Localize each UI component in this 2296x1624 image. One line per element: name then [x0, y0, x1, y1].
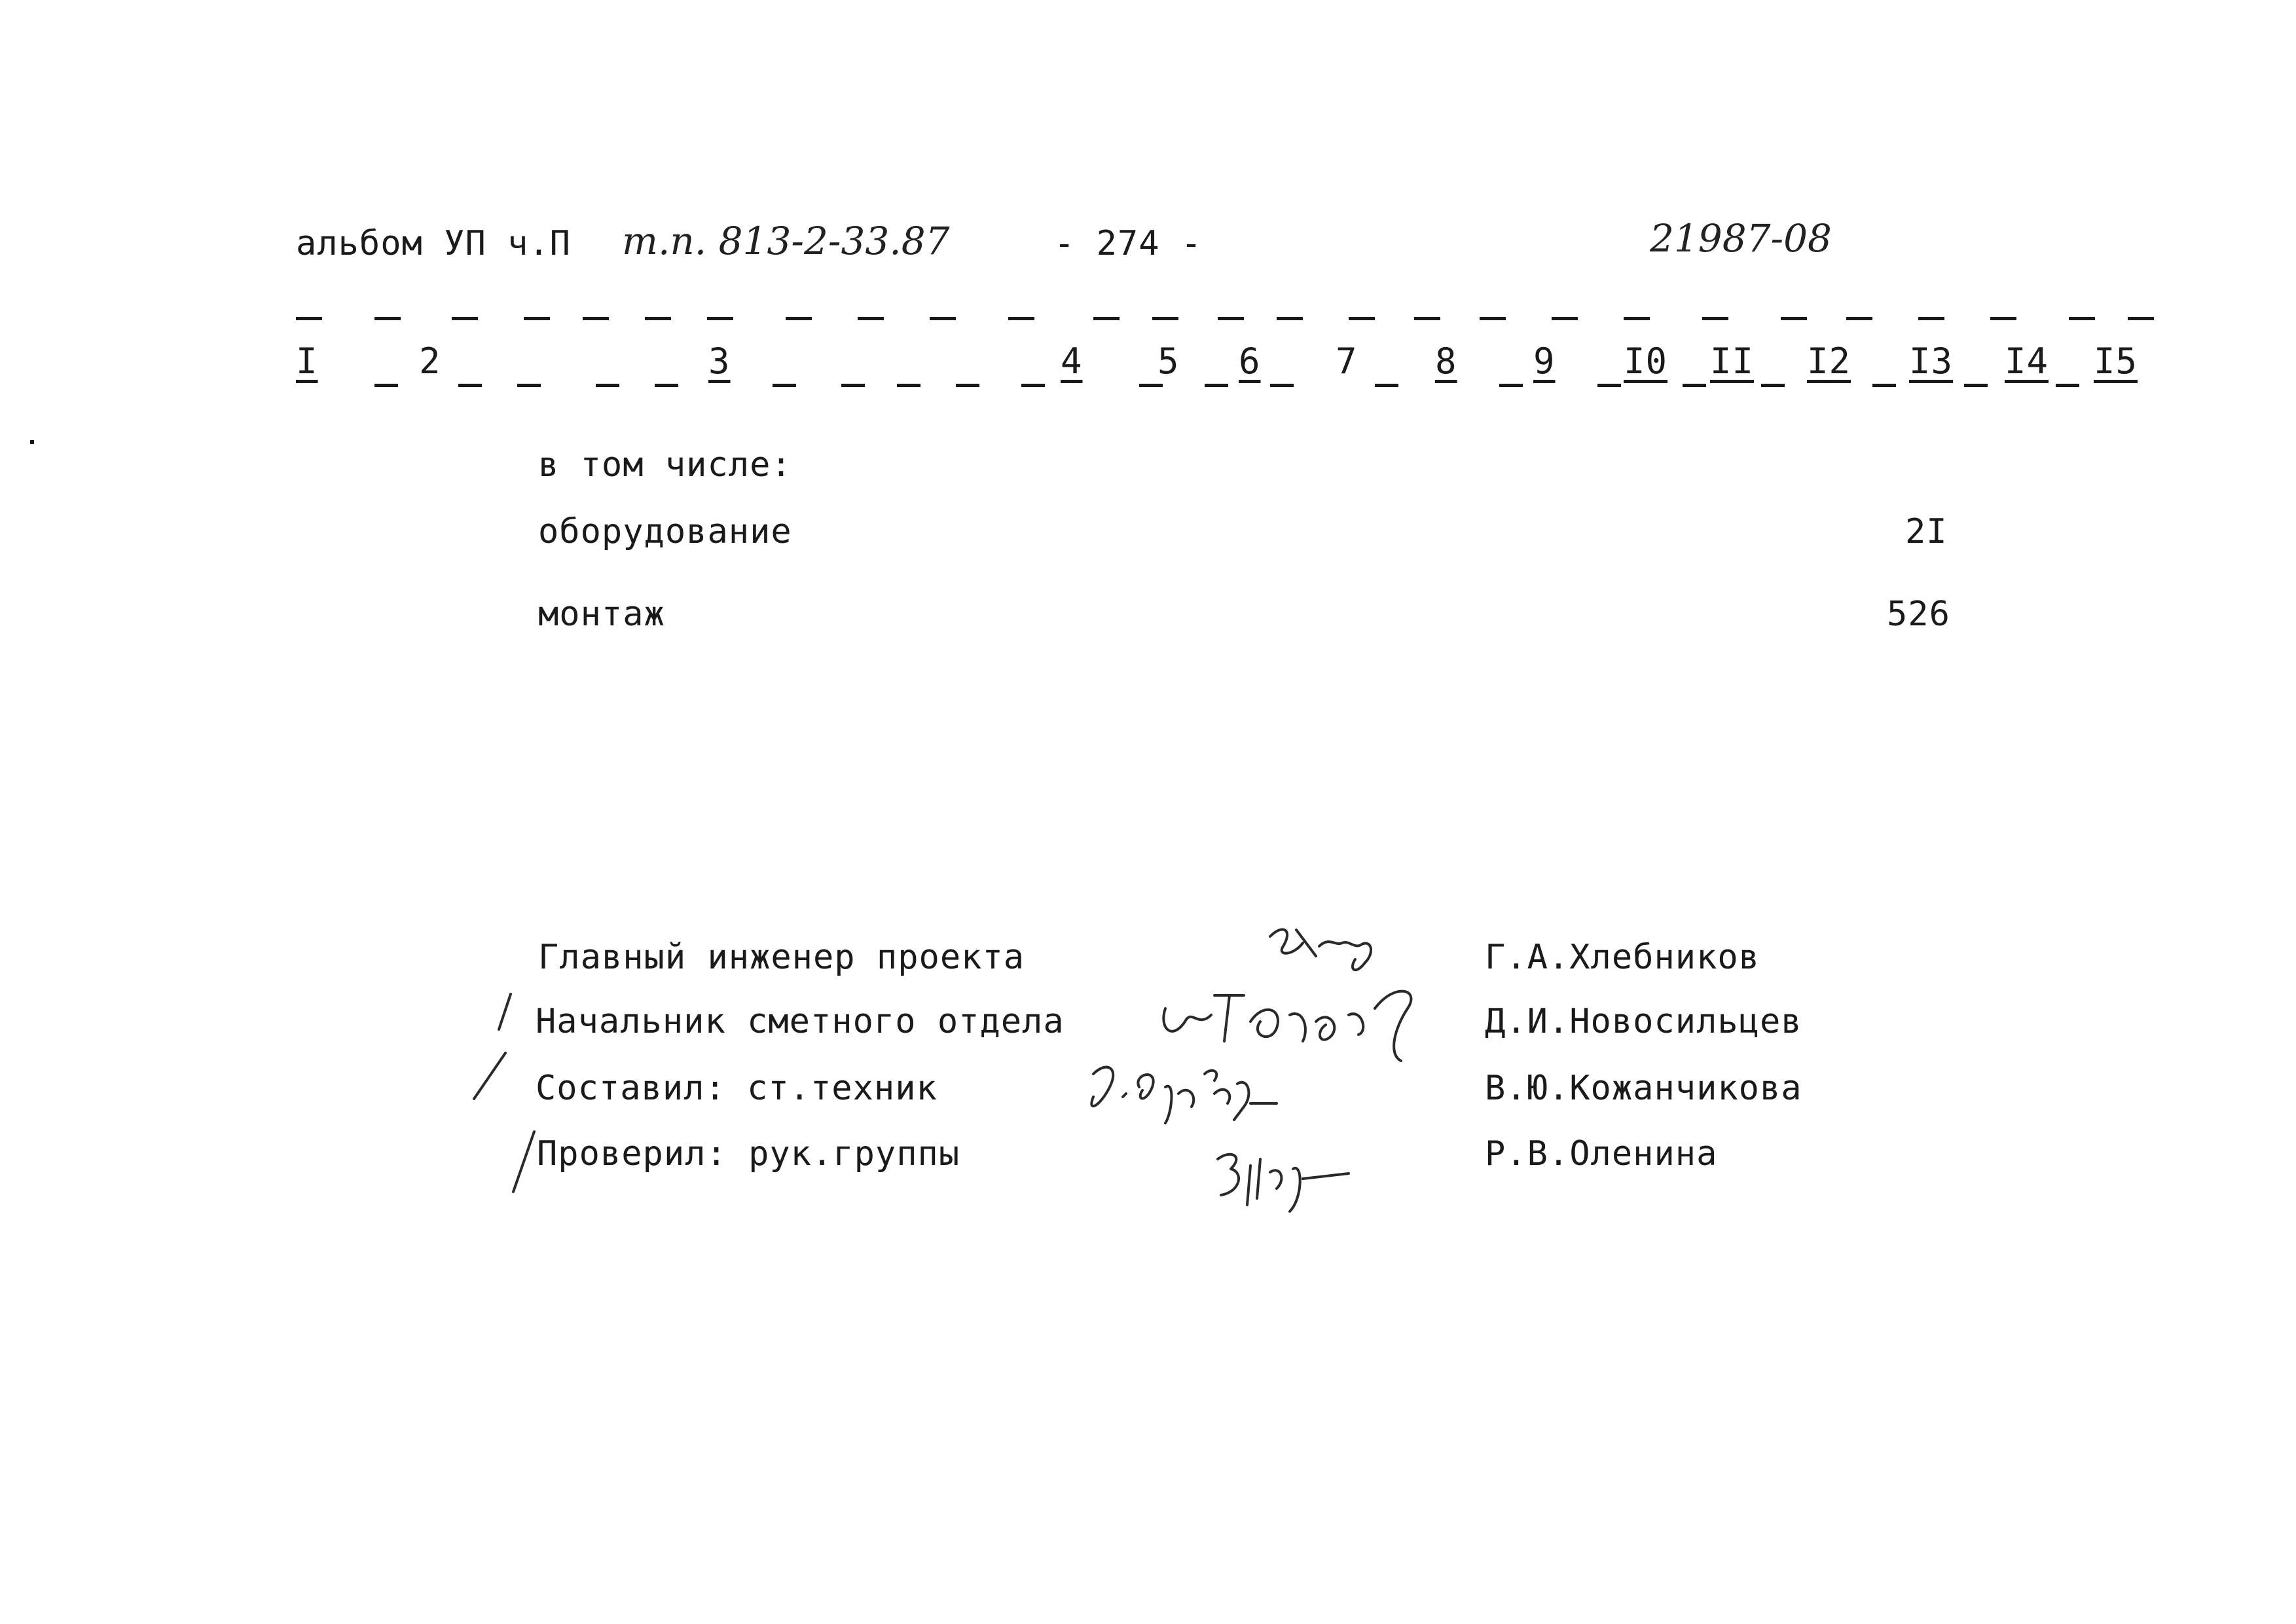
dash-segment — [1349, 317, 1375, 320]
dash-segment — [773, 384, 796, 387]
dash-segment — [452, 317, 478, 320]
project-code: т.п. 813-2-33.87 — [622, 219, 950, 263]
dash-segment — [1008, 317, 1034, 320]
dash-segment — [374, 384, 398, 387]
dash-segment — [1683, 384, 1706, 387]
dash-segment — [1139, 384, 1163, 387]
column-number: 7 — [1336, 341, 1358, 382]
dash-segment — [1761, 384, 1785, 387]
dash-segment — [596, 384, 619, 387]
item-label-equipment: оборудование — [538, 512, 792, 551]
dash-segment — [1918, 317, 1944, 320]
dash-segment — [1552, 317, 1578, 320]
dash-segment — [858, 317, 884, 320]
column-number: I2 — [1807, 341, 1851, 382]
signature-role: Главный инженер проекта — [538, 938, 1025, 977]
column-number: I3 — [1909, 341, 1954, 382]
dash-segment — [1781, 317, 1807, 320]
dash-segment — [1499, 384, 1523, 387]
dash-segment — [1375, 384, 1398, 387]
stray-mark — [30, 440, 34, 444]
check-mark-icon — [504, 1126, 543, 1198]
item-value-installation: 526 — [1887, 595, 1950, 634]
dash-segment — [524, 317, 550, 320]
signature-name: Р.В.Оленина — [1485, 1134, 1718, 1173]
dash-segment — [1277, 317, 1303, 320]
dash-segment — [1624, 317, 1650, 320]
signature-name: В.Ю.Кожанчикова — [1485, 1069, 1802, 1108]
dash-segment — [1414, 317, 1440, 320]
column-number: I — [296, 341, 318, 382]
dash-segment — [1205, 384, 1228, 387]
dash-segment — [1990, 317, 2016, 320]
dash-segment — [2128, 317, 2154, 320]
dash-segment — [1021, 384, 1045, 387]
dash-segment — [786, 317, 812, 320]
column-number: II — [1710, 341, 1755, 382]
dash-segment — [296, 317, 322, 320]
signature-scribble-icon — [1074, 1048, 1296, 1133]
dash-segment — [2069, 317, 2095, 320]
column-number: 6 — [1239, 341, 1261, 382]
column-number: 8 — [1435, 341, 1457, 382]
check-mark-icon — [484, 989, 524, 1041]
dash-segment — [897, 384, 920, 387]
column-number: I4 — [2005, 341, 2049, 382]
column-number: 3 — [708, 341, 731, 382]
dash-segment — [374, 317, 401, 320]
including-label: в том числе: — [538, 445, 792, 485]
dash-segment — [583, 317, 609, 320]
dash-segment — [841, 384, 865, 387]
signature-role: Начальник сметного отдела — [536, 1002, 1065, 1041]
dash-segment — [2056, 384, 2079, 387]
dash-segment — [930, 317, 956, 320]
dash-segment — [1846, 317, 1872, 320]
album-label: альбом УП ч.П — [296, 224, 571, 263]
dash-segment — [1270, 384, 1294, 387]
column-number: I5 — [2094, 341, 2138, 382]
dash-segment — [707, 317, 733, 320]
column-number: 2 — [419, 341, 441, 382]
dash-segment — [1872, 384, 1896, 387]
dash-segment — [655, 384, 678, 387]
page-number: - 274 - — [1054, 224, 1203, 263]
item-value-equipment: 2I — [1905, 512, 1948, 551]
dash-segment — [517, 384, 541, 387]
dash-segment — [1702, 317, 1728, 320]
signature-name: Д.И.Новосильцев — [1485, 1002, 1802, 1041]
check-mark-icon — [465, 1048, 517, 1107]
dash-segment — [1152, 317, 1178, 320]
dash-segment — [1093, 317, 1120, 320]
dash-segment — [645, 317, 671, 320]
signature-name: Г.А.Хлебников — [1485, 938, 1760, 977]
dash-segment — [1597, 384, 1621, 387]
signature-scribble-icon — [1205, 1133, 1375, 1218]
column-number: 5 — [1157, 341, 1180, 382]
dash-segment — [458, 384, 482, 387]
signature-role: Проверил: рук.группы — [537, 1134, 960, 1173]
dash-segment — [1480, 317, 1506, 320]
column-number: 4 — [1061, 341, 1083, 382]
column-number: I0 — [1624, 341, 1668, 382]
dash-segment — [1218, 317, 1244, 320]
document-number: 21987-08 — [1650, 216, 1832, 261]
dash-segment — [956, 384, 979, 387]
dash-segment — [1964, 384, 1988, 387]
column-number: 9 — [1533, 341, 1556, 382]
item-label-installation: монтаж — [538, 595, 665, 634]
signature-role: Составил: ст.техник — [536, 1069, 938, 1108]
